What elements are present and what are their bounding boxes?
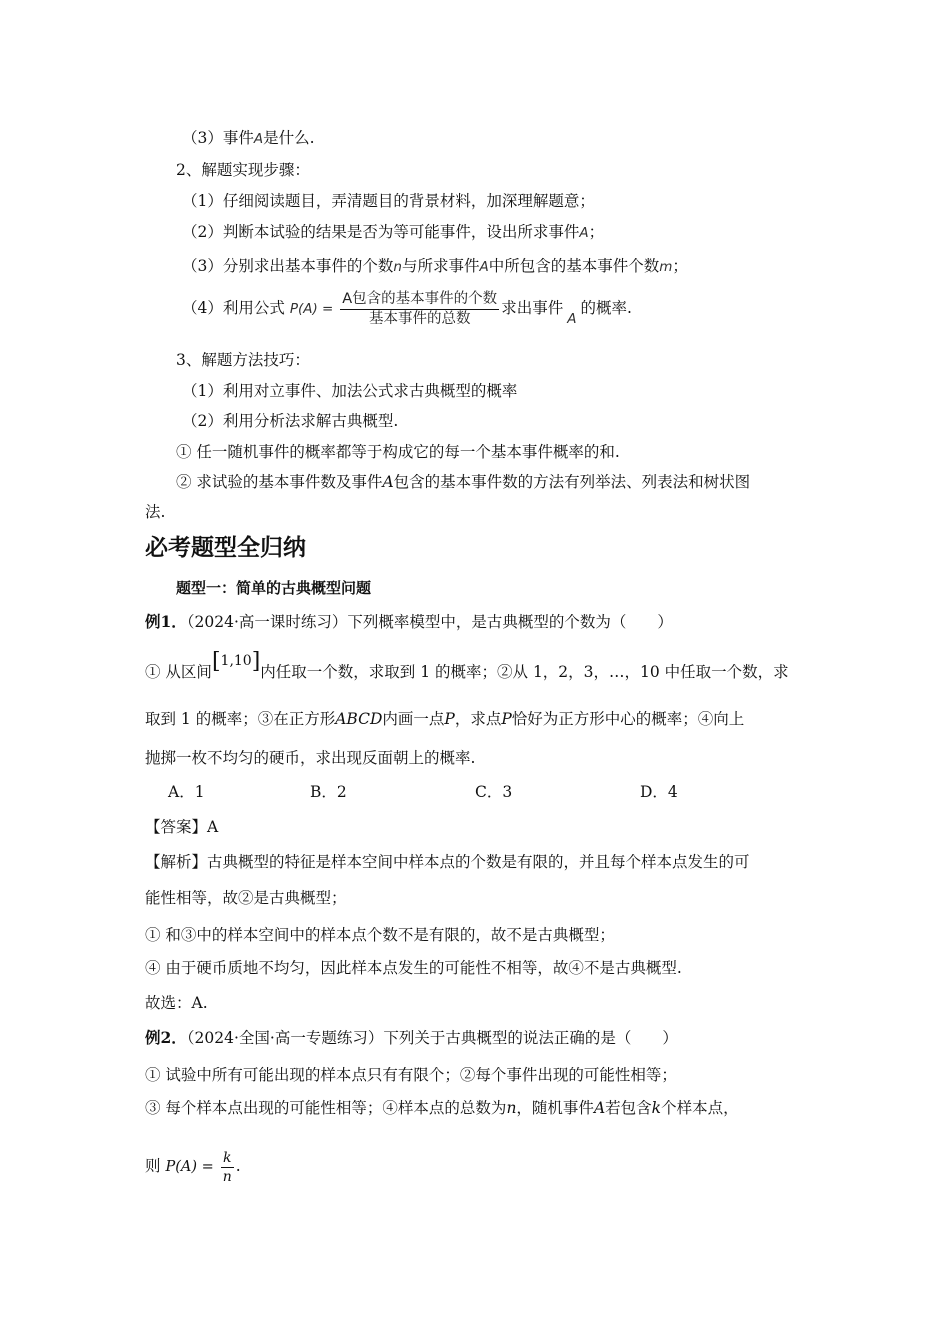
tip-2: ② 求试验的基本事件数及事件A包含的基本事件数的方法有列举法、列表法和树状图 [176, 473, 751, 491]
fraction-denominator: n [222, 1168, 232, 1185]
example-2-line-2: ③ 每个样本点出现的可能性相等；④样本点的总数为n，随机事件A若包含k个样本点， [145, 1099, 739, 1117]
example-1-choose: 故选：A. [145, 994, 208, 1012]
example-1-line-2: 取到 1 的概率；③在正方形ABCD内画一点P，求点P恰好为正方形中心的概率；④向上 [145, 710, 745, 728]
k-over-n-fraction [221, 1150, 234, 1185]
example-1-line-1: ① 从区间[1,10]内任取一个数，求取到 1 的概率；②从 1，2，3，…，10 中任取一个数，求 [145, 649, 789, 681]
formula-lhs: P(A) = [165, 1159, 214, 1175]
option-b: B．2 [310, 783, 347, 801]
option-a: A．1 [168, 783, 205, 801]
example-1-analysis-2: 能性相等，故②是古典概型； [145, 889, 347, 907]
example-2-line-3: 则 P(A) = $\frac{k}{n}$ . [145, 1149, 241, 1185]
probability-formula-fraction [340, 291, 499, 328]
fraction-numerator: k [221, 1150, 234, 1168]
example-2-stem: 例2．（2024·全国·高一专题练习）下列关于古典概型的说法正确的是（ ） [145, 1028, 678, 1047]
step2-item-1: （1）仔细阅读题目，弄清题目的背景材料，加深理解题意； [182, 192, 595, 210]
step3-title: 3、解题方法技巧： [176, 351, 310, 369]
example-1-answer: 【答案】A [145, 818, 219, 836]
example-1-analysis-3: ① 和③中的样本空间中的样本点个数不是有限的，故不是古典概型； [145, 926, 615, 944]
option-c: C．3 [475, 783, 513, 801]
example-1-line-3: 抛掷一枚不均匀的硬币，求出现反面朝上的概率. [145, 749, 476, 767]
step3-item-1: （1）利用对立事件、加法公式求古典概型的概率 [182, 382, 518, 400]
example-1-analysis-4: ④ 由于硬币质地不均匀，因此样本点发生的可能性不相等，故④不是古典概型. [145, 959, 682, 977]
formula-lhs: P(A) = [289, 301, 334, 317]
step2-title: 2、解题实现步骤： [176, 161, 310, 179]
formula-numerator: A包含的基本事件的个数 [340, 291, 499, 310]
tip-2-continued: 法. [145, 503, 166, 521]
step2-item-3: （3）分别求出基本事件的个数n与所求事件A中所包含的基本事件个数m； [182, 257, 688, 275]
step2-item-2: （2）判断本试验的结果是否为等可能事件，设出所求事件A； [182, 223, 605, 241]
formula-denominator: 基本事件的总数 [368, 310, 471, 327]
tip-1: ① 任一随机事件的概率都等于构成它的每一个基本事件概率的和. [176, 443, 620, 461]
intro-line-3: （3）事件A是什么. [182, 129, 315, 147]
example-2-line-1: ① 试验中所有可能出现的样本点只有有限个；②每个事件出现的可能性相等； [145, 1066, 677, 1084]
section-heading: 必考题型全归纳 [145, 535, 306, 561]
interval-notation: [1,10] [211, 649, 261, 674]
option-d: D．4 [640, 783, 678, 801]
example-1-stem: 例1．（2024·高一课时练习）下列概率模型中，是古典概型的个数为（ ） [145, 612, 673, 631]
type1-heading: 题型一：简单的古典概型问题 [176, 579, 372, 597]
step2-item-4: （4）利用公式 P(A) = $\frac{\text{A包含的基本事件的个数}}{\text{基本事件的总数}}$ 求出事件A的概率. [182, 290, 632, 327]
step3-item-2: （2）利用分析法求解古典概型. [182, 412, 399, 430]
example-1-analysis-1: 【解析】古典概型的特征是样本空间中样本点的个数是有限的，并且每个样本点发生的可 [145, 853, 750, 871]
